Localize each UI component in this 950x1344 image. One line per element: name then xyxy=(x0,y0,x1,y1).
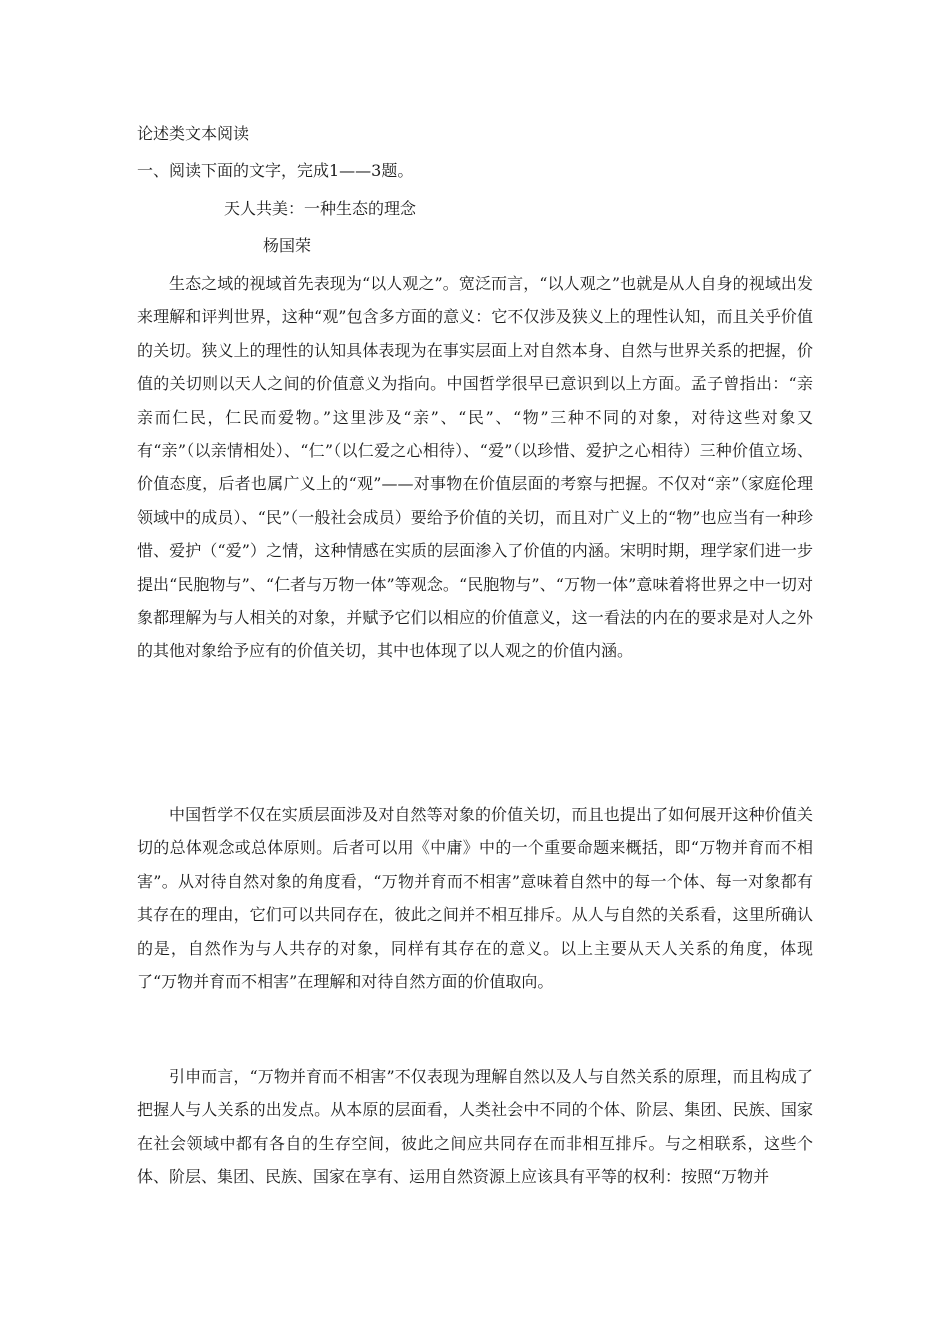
reading-instruction: 一、阅读下面的文字，完成1——3题。 xyxy=(137,161,414,180)
section-heading: 论述类文本阅读 xyxy=(137,124,250,143)
paragraph-1: 生态之域的视域首先表现为“以人观之”。宽泛而言，“以人观之”也就是从人自身的视域出发来理解和评判世界，这种“观”包含多方面的意义：它不仅涉及狭义上的理性认知，而且关乎价值的关切。狭义上的理性的认知具体表现为在事实层面上对自然本身、自然与世界关系的把握，价值的关切则以天人之间的价值意义为指向。中国哲学很早已意识到以上方面。孟子曾指出：“亲亲而仁民，仁民而爱物。”这里涉及“亲”、“民”、“物”三种不同的对象，对待这些对象又有“亲”（以亲情相处）、“仁”（以仁爱之心相待）、“爱”（以珍惜、爱护之心相待）三种价值立场、价值态度，后者也属广义上的“观”——对事物在价值层面的考察与把握。不仅对“亲”（家庭伦理领域中的成员）、“民”（一般社会成员）要给予价值的关切，而且对广义上的“物”也应当有一种珍惜、爱护（“爱”）之情，这种情感在实质的层面渗入了价值的内涵。宋明时期，理学家们进一步提出“民胞物与”、“仁者与万物一体”等观念。“民胞物与”、“万物一体”意味着将世界之中一切对象都理解为与人相关的对象，并赋予它们以相应的价值意义，这一看法的内在的要求是对人之外的其他对象给予应有的价值关切，其中也体现了以人观之的价值内涵。 xyxy=(137,274,813,661)
paragraph-2: 中国哲学不仅在实质层面涉及对自然等对象的价值关切，而且也提出了如何展开这种价值关切的总体观念或总体原则。后者可以用《中庸》中的一个重要命题来概括，即“万物并育而不相害”。从对待自然对象的角度看，“万物并育而不相害”意味着自然中的每一个体、每一对象都有其存在的理由，它们可以共同存在，彼此之间并不相互排斥。从人与自然的关系看，这里所确认的是，自然作为与人共存的对象，同样有其存在的意义。以上主要从天人关系的角度，体现了“万物并育而不相害”在理解和对待自然方面的价值取向。 xyxy=(137,805,813,992)
article-title: 天人共美：一种生态的理念 xyxy=(224,199,417,218)
article-author: 杨国荣 xyxy=(263,236,312,255)
paragraph-3: 引申而言，“万物并育而不相害”不仅表现为理解自然以及人与自然关系的原理，而且构成了把握人与人关系的出发点。从本原的层面看，人类社会中不同的个体、阶层、集团、民族、国家在社会领域中都有各自的生存空间，彼此之间应共同存在而非相互排斥。与之相联系，这些个体、阶层、集团、民族、国家在享有、运用自然资源上应该具有平等的权利：按照“万物并 xyxy=(137,1067,813,1187)
